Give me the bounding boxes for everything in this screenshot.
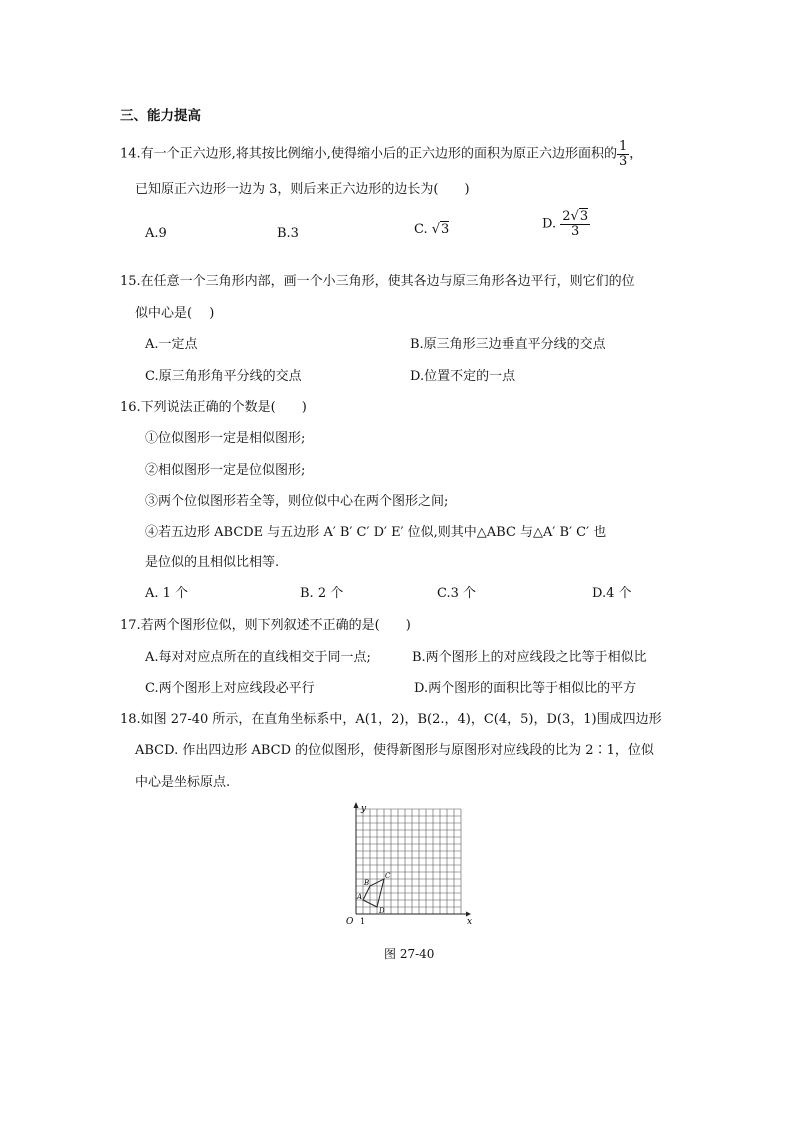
q17-option-a: A.每对对应点所在的直线相交于同一点; bbox=[145, 650, 371, 665]
q15-option-b: B.原三角形三边垂直平分线的交点 bbox=[410, 337, 606, 352]
question-14-fraction: $\frac{1}{3}$ bbox=[618, 139, 628, 169]
q17-option-d: D.两个图形的面积比等于相似比的平方 bbox=[414, 681, 637, 696]
question-17-line-1: 17.若两个图形位似，则下列叙述不正确的是( ) bbox=[120, 618, 411, 633]
origin-label: O bbox=[346, 917, 354, 927]
q16-option-d: D.4 个 bbox=[592, 586, 632, 601]
q16-statement-2: ②相似图形一定是位似图形; bbox=[145, 463, 306, 478]
q17-option-b: B.两个图形上的对应线段之比等于相似比 bbox=[412, 650, 647, 665]
q16-statement-1: ①位似图形一定是相似图形; bbox=[145, 431, 306, 446]
tick-label-one: 1 bbox=[360, 917, 366, 926]
q16-statement-4: ④若五边形 ABCDE 与五边形 A′ B′ C′ D′ E′ 位似,则其中△ABC 与△A′ B′ C′ 也 bbox=[145, 525, 607, 540]
q16-option-c: C.3 个 bbox=[437, 586, 477, 601]
question-18-line-2: ABCD. 作出四边形 ABCD 的位似图形，使得新图形与原图形对应线段的比为 2∶1，位似 bbox=[135, 743, 654, 758]
sqrt-symbol: √3 bbox=[570, 209, 589, 224]
q15-option-a: A.一定点 bbox=[145, 337, 198, 352]
question-18-line-3: 中心是坐标原点. bbox=[135, 775, 231, 790]
point-a-label: A bbox=[357, 893, 363, 901]
question-14-line-1: 14.有一个正六边形,将其按比例缩小,使得缩小后的正六边形的面积为原正六边形面积的 $\frac{1}{3}$ ， bbox=[120, 139, 643, 169]
q16-statement-4-cont: 是位似的且相似比相等. bbox=[145, 555, 280, 570]
section-title: 三、能力提高 bbox=[120, 108, 201, 124]
q15-option-c: C.原三角形角平分线的交点 bbox=[145, 369, 302, 384]
q16-statement-3: ③两个位似图形若全等，则位似中心在两个图形之间; bbox=[145, 494, 449, 509]
coordinate-grid-figure bbox=[338, 800, 478, 932]
question-14-text: 14.有一个正六边形,将其按比例缩小,使得缩小后的正六边形的面积为原正六边形面积的 bbox=[120, 146, 617, 162]
q14-option-c: C. √3 bbox=[414, 222, 450, 237]
point-b-label: B bbox=[364, 879, 370, 887]
y-axis-arrow-icon bbox=[354, 802, 359, 808]
q17-option-c: C.两个图形上对应线段必平行 bbox=[145, 681, 315, 696]
question-16-line-1: 16.下列说法正确的个数是( ) bbox=[120, 400, 307, 415]
x-axis-arrow-icon bbox=[466, 912, 471, 917]
x-axis-label: x bbox=[467, 917, 473, 927]
q15-option-d: D.位置不定的一点 bbox=[410, 369, 516, 384]
q14-option-b: B.3 bbox=[277, 226, 299, 241]
question-18-line-1: 18.如图 27-40 所示，在直角坐标系中，A(1，2)，B(2.，4)，C(4，5)，D(3，1)围成四边形 bbox=[120, 712, 662, 727]
q14-option-d-fraction: $\frac{2√3}{3}$ bbox=[562, 209, 589, 239]
grid-lines bbox=[356, 809, 461, 914]
question-15-line-1: 15.在任意一个三角形内部，画一个小三角形，使其各边与原三角形各边平行，则它们的位 bbox=[120, 274, 635, 289]
sqrt-symbol: √3 bbox=[431, 222, 450, 237]
y-axis-label: y bbox=[361, 804, 367, 814]
figure-caption: 图 27-40 bbox=[384, 947, 435, 961]
q14-option-d: D. $\frac{2√3}{3}$ bbox=[542, 209, 589, 239]
question-15-line-2: 似中心是( ) bbox=[135, 306, 215, 321]
q16-option-b: B. 2 个 bbox=[300, 586, 344, 601]
question-14-line-2: 已知原正六边形一边为 3，则后来正六边形的边长为( ) bbox=[135, 182, 470, 197]
q14-option-a: A.9 bbox=[145, 226, 167, 241]
point-c-label: C bbox=[385, 872, 391, 880]
q16-option-a: A. 1 个 bbox=[145, 586, 189, 601]
point-d-label: D bbox=[379, 907, 385, 915]
